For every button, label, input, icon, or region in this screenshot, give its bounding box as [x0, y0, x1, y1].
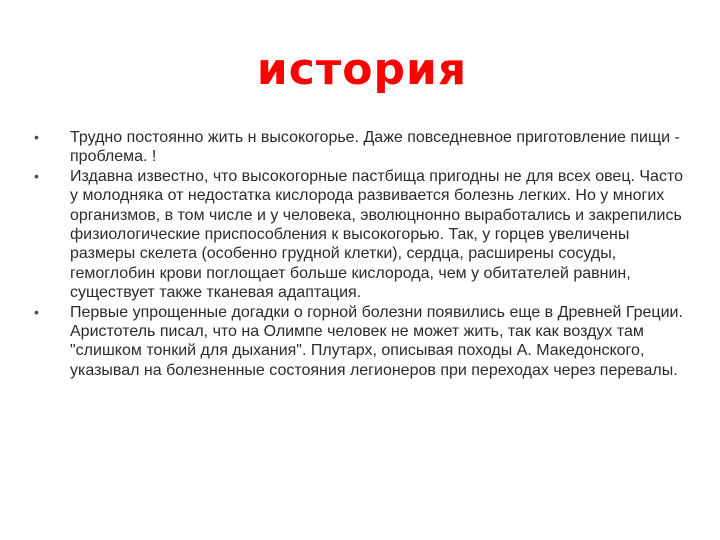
bullet-item-3: [34, 303, 684, 381]
bullet-icon: •: [34, 303, 39, 320]
bullet-item-2: [34, 167, 684, 303]
bullet-item-1: [34, 128, 684, 167]
bullet-icon: •: [34, 167, 39, 184]
bullet-icon: •: [34, 129, 39, 145]
bullet-list: [34, 128, 684, 380]
bullet-text: Первые упрощенные догадки о горной болезни появились еще в Древней Греции. Аристотель писал, что на Олимпе человек не может жить, так как воздух там "слишком тонкий для дыхания". Плутарх, описывая походы А. Македонского, указывал на болезненные состояния легионеров при переходах через перевалы.: [70, 303, 683, 379]
bullet-text: Издавна известно, что высокогорные пастбища пригодны не для всех овец. Часто у молодняка от недостатка кислорода развивается болезнь легких. Но у многих организмов, в том числе и у человека, эволюцнонно выработались и закрепились физиологические приспособления к высокогорью. Так, у горцев увеличены размеры скелета (особенно грудной клетки), сердца, расширены сосуды, гемоглобин крови поглощает больше кислорода, чем у обитателей равнин, существует также тканевая адаптация.: [70, 167, 683, 302]
slide-title: история: [256, 44, 468, 95]
bullet-text: Трудно постоянно жить н высокогорье. Даже повседневное приготовление пищи - проблема. !: [70, 129, 680, 166]
